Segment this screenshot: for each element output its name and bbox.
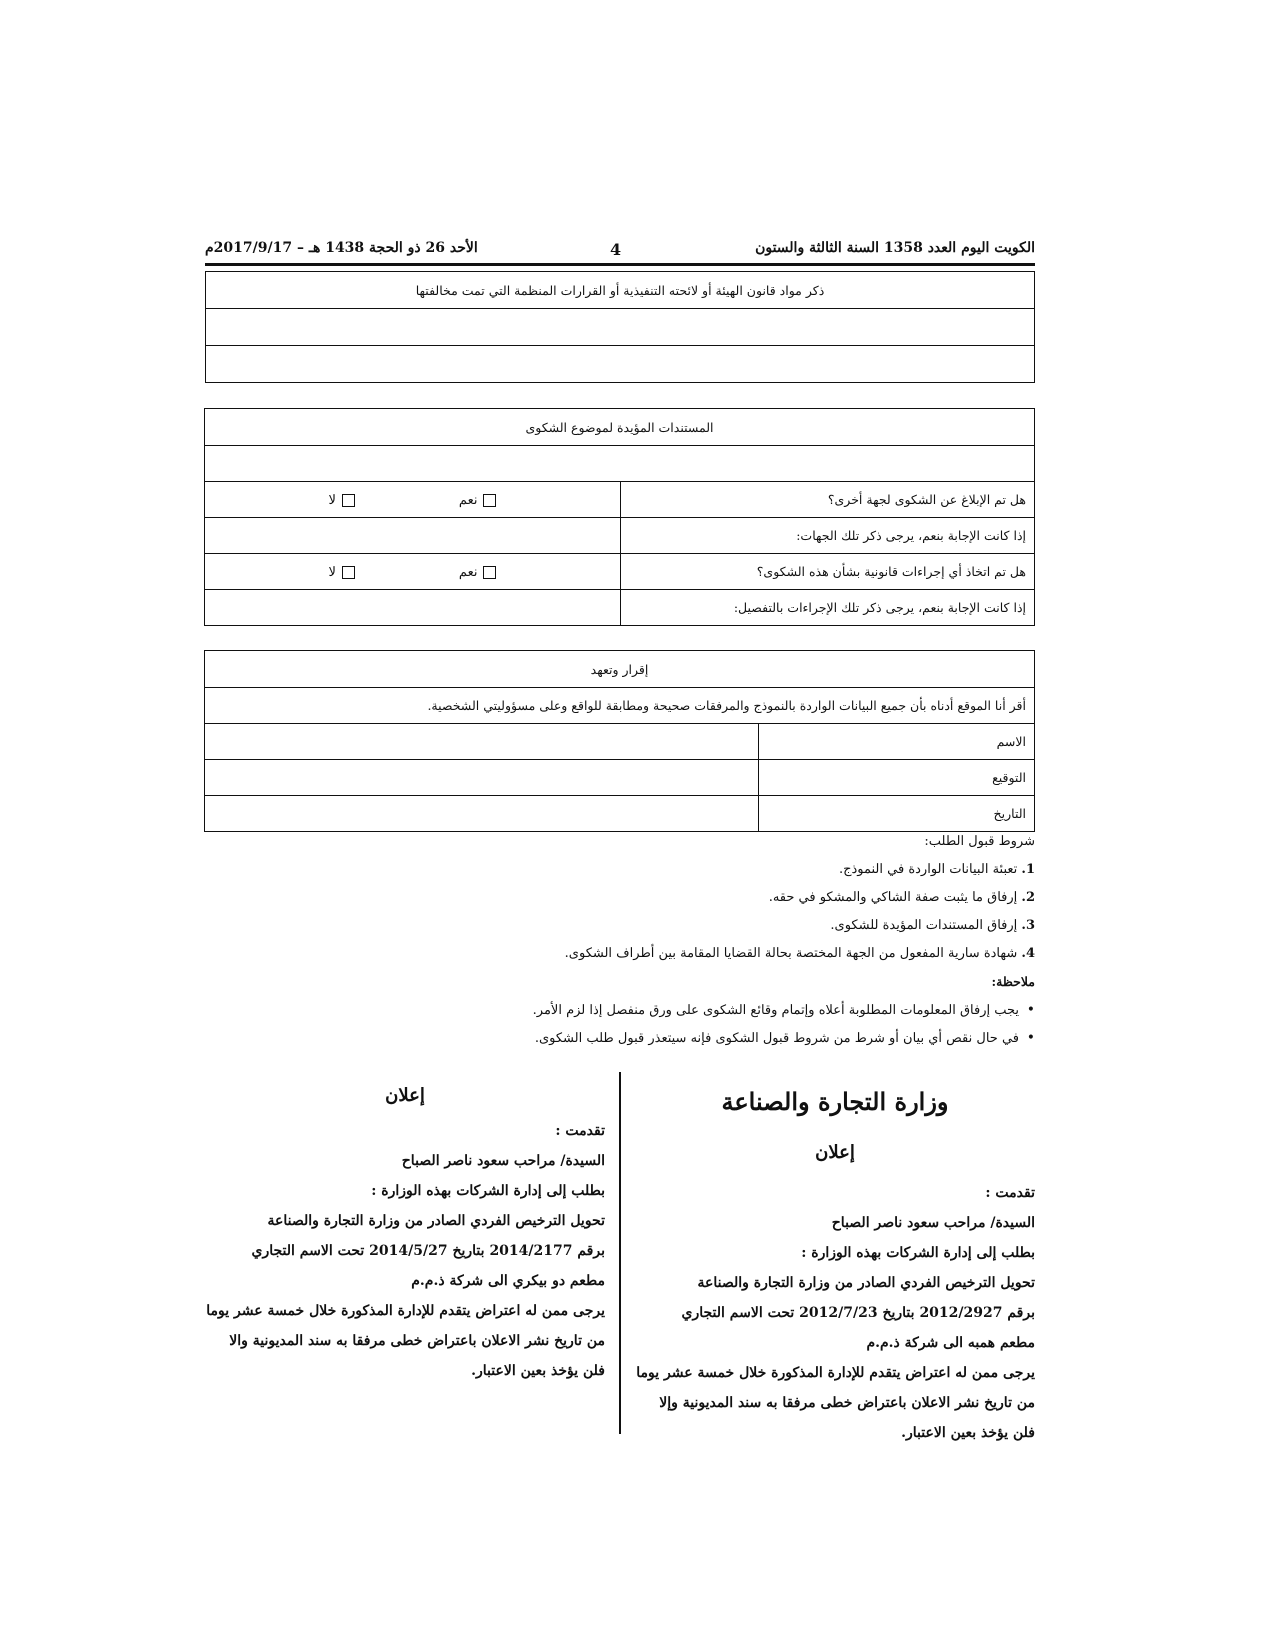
- violations-table: [205, 271, 1035, 383]
- ann-line: تقدمت :: [985, 1185, 1035, 1201]
- documents-table: [205, 408, 1035, 626]
- condition-item: 2. إرفاق ما يثبت صفة الشاكي والمشكو في حقه.: [768, 890, 1035, 905]
- condition-item: 4. شهادة سارية المفعول من الجهة المختصة بحالة القضايا المقامة بين أطراف الشكوى.: [564, 946, 1035, 961]
- q2-follow-field[interactable]: [205, 590, 621, 626]
- note-item: • يجب إرفاق المعلومات المطلوبة أعلاه وإتمام وقائع الشكوى على ورق منفصل إذا لزم الأمر.: [205, 1001, 1035, 1029]
- header-rule: [205, 263, 1035, 266]
- q2-options: [205, 554, 621, 590]
- violations-title: ذكر مواد قانون الهيئة أو لائحته التنفيذية أو القرارات المنظمة التي تمت مخالفتها: [206, 272, 1035, 309]
- ann-line: تحويل الترخيص الفردي الصادر من وزارة التجارة والصناعة: [697, 1275, 1035, 1291]
- header-date: الأحد 26 ذو الحجة 1438 هـ – 2017/9/17م: [205, 240, 478, 256]
- announcement-body: [635, 1178, 1035, 1448]
- ann-line: فلن يؤخذ بعين الاعتبار.: [471, 1363, 605, 1379]
- q1-no-option[interactable]: لا: [329, 493, 355, 508]
- violations-field-2[interactable]: [206, 346, 1035, 383]
- ministry-heading: وزارة التجارة والصناعة: [721, 1087, 949, 1116]
- date-label: التاريخ: [759, 796, 1035, 832]
- ann-line: السيدة/ مراحب سعود ناصر الصباح: [831, 1215, 1035, 1231]
- q1-follow-label: إذا كانت الإجابة بنعم، يرجى ذكر تلك الجهات:: [621, 518, 1035, 554]
- declaration-table: [205, 650, 1035, 832]
- column-divider: [619, 1072, 621, 1434]
- ann-line: من تاريخ نشر الاعلان باعتراض خطى مرفقا به سند المديونية وإلا: [659, 1395, 1035, 1411]
- q2-follow-label: إذا كانت الإجابة بنعم، يرجى ذكر تلك الإجراءات بالتفصيل:: [621, 590, 1035, 626]
- q1-yes-option[interactable]: نعم: [459, 493, 497, 508]
- ann-line: السيدة/ مراحب سعود ناصر الصباح: [401, 1153, 605, 1169]
- page-header: [205, 240, 1035, 260]
- ann-line: يرجى ممن له اعتراض يتقدم للإدارة المذكورة خلال خمسة عشر يوما: [636, 1365, 1035, 1381]
- ann-line: يرجى ممن له اعتراض يتقدم للإدارة المذكورة خلال خمسة عشر يوما: [206, 1303, 605, 1319]
- note-item: • في حال نقص أي بيان أو شرط من شروط قبول الشكوى فإنه سيتعذر قبول طلب الشكوى.: [205, 1029, 1035, 1057]
- announcement-title: إعلان: [815, 1142, 855, 1163]
- announcement-body: [205, 1116, 605, 1386]
- announcement-right: [635, 1076, 1035, 1448]
- documents-title: المستندات المؤيدة لموضوع الشكوى: [205, 409, 1035, 446]
- condition-item: 1. تعبئة البيانات الواردة في النموذج.: [838, 862, 1035, 877]
- ann-line: مطعم دو بيكري الى شركة ذ.م.م: [411, 1273, 605, 1289]
- q1-no-checkbox[interactable]: [342, 494, 355, 507]
- documents-field[interactable]: [205, 446, 1035, 482]
- ann-line: برقم 2012/2927 بتاريخ 2012/7/23 تحت الاسم التجاري: [681, 1305, 1035, 1321]
- ann-line: بطلب إلى إدارة الشركات بهذه الوزارة :: [371, 1183, 605, 1199]
- ann-line: برقم 2014/2177 بتاريخ 2014/5/27 تحت الاسم التجاري: [251, 1243, 605, 1259]
- ann-line: فلن يؤخذ بعين الاعتبار.: [901, 1425, 1035, 1441]
- date-field[interactable]: [204, 796, 758, 832]
- q2-no-option[interactable]: لا: [329, 565, 355, 580]
- q1-follow-field[interactable]: [205, 518, 621, 554]
- conditions-section: [205, 833, 1035, 1057]
- q1-options: [205, 482, 621, 518]
- conditions-title: شروط قبول الطلب:: [924, 834, 1035, 849]
- announcement-left: [205, 1076, 605, 1386]
- declaration-statement: أقر أنا الموقع أدناه بأن جميع البيانات الواردة بالنموذج والمرفقات صحيحة ومطابقة للواقع وعلى مسؤوليتي الشخصية.: [204, 688, 1034, 724]
- q2-yes-option[interactable]: نعم: [459, 565, 497, 580]
- declaration-title: إقرار وتعهد: [204, 651, 1034, 688]
- signature-label: التوقيع: [759, 760, 1035, 796]
- header-issue: الكويت اليوم العدد 1358 السنة الثالثة والستون: [755, 240, 1035, 256]
- q2-yes-checkbox[interactable]: [483, 566, 496, 579]
- q1-label: هل تم الإبلاغ عن الشكوى لجهة أخرى؟: [621, 482, 1035, 518]
- q2-no-checkbox[interactable]: [342, 566, 355, 579]
- q2-label: هل تم اتخاذ أي إجراءات قانونية بشأن هذه الشكوى؟: [621, 554, 1035, 590]
- name-label: الاسم: [759, 724, 1035, 760]
- notes-title: ملاحظة:: [991, 974, 1035, 989]
- ann-line: مطعم همبه الى شركة ذ.م.م: [866, 1335, 1035, 1351]
- ann-line: بطلب إلى إدارة الشركات بهذه الوزارة :: [801, 1245, 1035, 1261]
- violations-field-1[interactable]: [206, 309, 1035, 346]
- ann-line: تحويل الترخيص الفردي الصادر من وزارة التجارة والصناعة: [267, 1213, 605, 1229]
- signature-field[interactable]: [204, 760, 758, 796]
- ann-line: من تاريخ نشر الاعلان باعتراض خطى مرفقا به سند المديونية والا: [229, 1333, 605, 1349]
- q1-yes-checkbox[interactable]: [483, 494, 496, 507]
- ann-line: تقدمت :: [555, 1123, 605, 1139]
- name-field[interactable]: [204, 724, 758, 760]
- condition-item: 3. إرفاق المستندات المؤيدة للشكوى.: [830, 918, 1035, 933]
- page-number: 4: [610, 240, 622, 259]
- announcement-title: إعلان: [385, 1085, 425, 1106]
